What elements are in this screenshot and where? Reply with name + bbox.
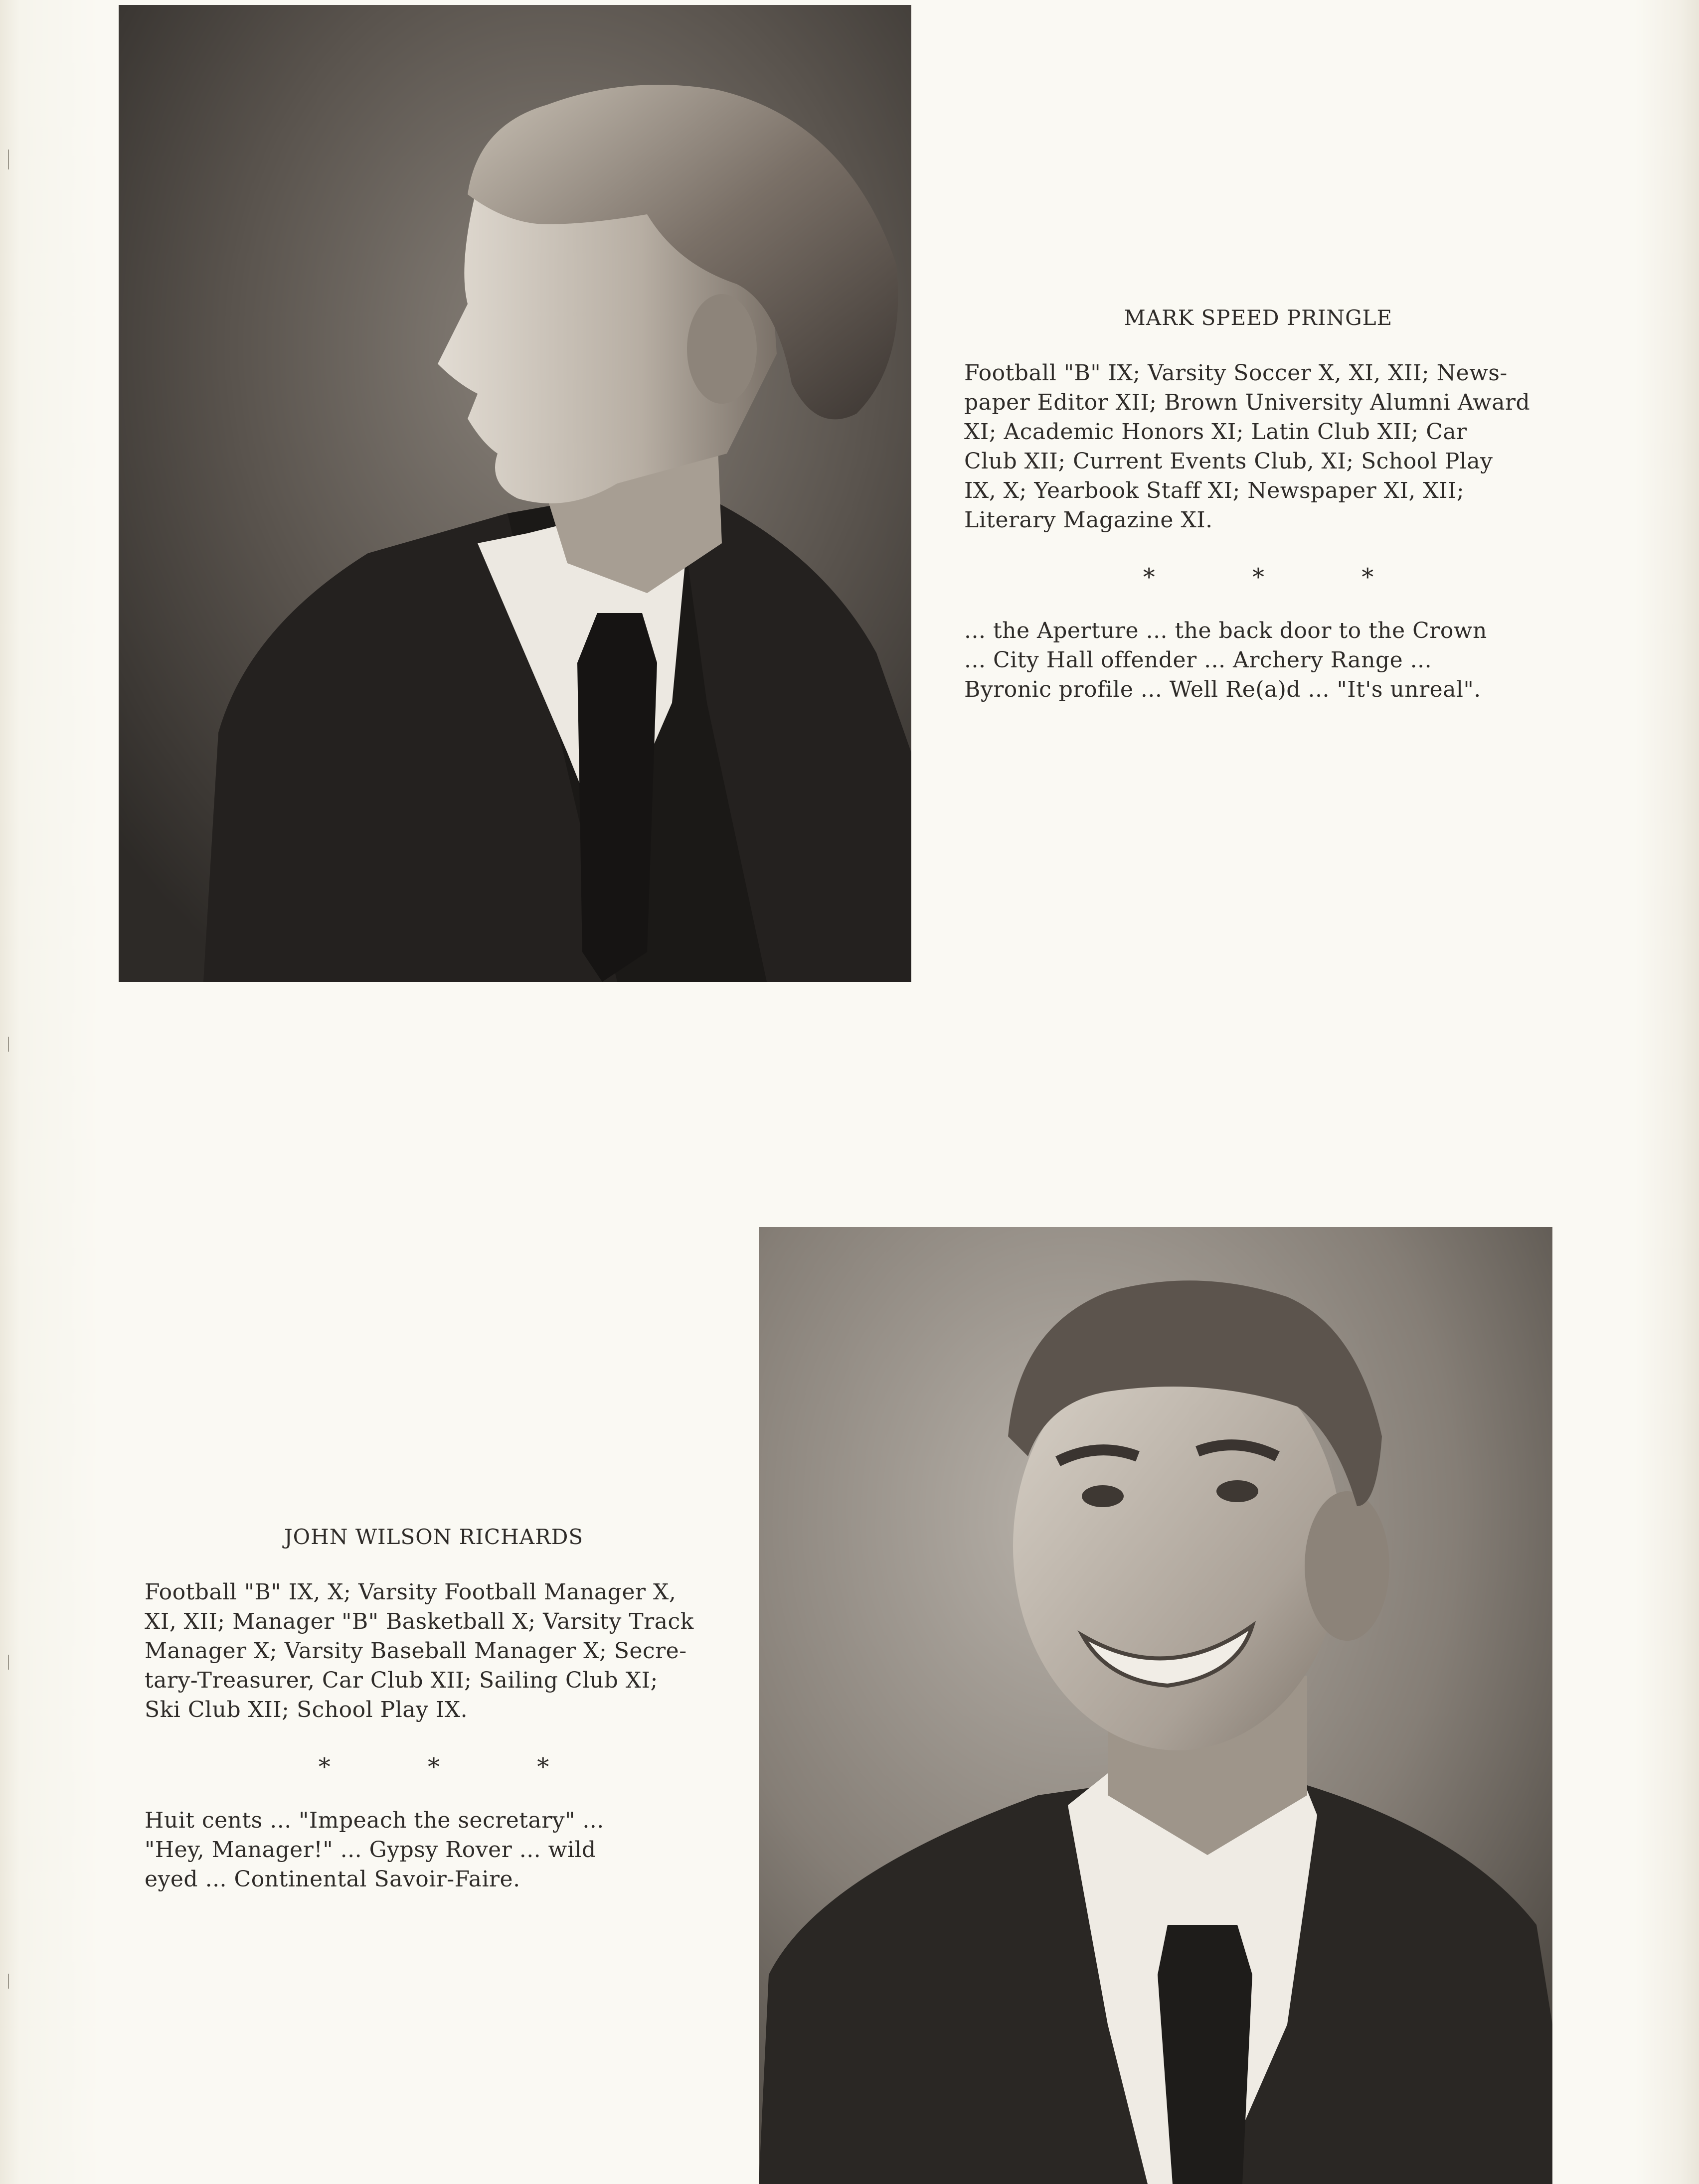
- binding-edge: [7, 0, 10, 2184]
- student-name: JOHN WILSON RICHARDS: [284, 1525, 584, 1549]
- personal-quotes: ... the Aperture ... the back door to the Crown ... City Hall offender ... Archery Range ... Byronic profile ... Well Re(a)d ... "It's unreal".: [964, 618, 1487, 702]
- activities-list: Football "B" IX; Varsity Soccer X, XI, XII; News- paper Editor XII; Brown University Alumni Award XI; Academic Honors XI; Latin Club XII; Car Club XII; Current Events Club, XI; School Play IX, X; Yearbook Staff XI; Newspaper XI, XII; Literary Magazine XI.: [964, 360, 1530, 533]
- entry-richards: [145, 1522, 723, 1894]
- activities-list: Football "B" IX, X; Varsity Football Manager X, XI, XII; Manager "B" Basketball X; Varsity Track Manager X; Varsity Baseball Manager X; Secre- tary-Treasurer, Car Club XII; Sailing Club XI; Ski Club XII; School Play IX.: [145, 1579, 694, 1722]
- student-name: MARK SPEED PRINGLE: [1124, 306, 1393, 330]
- separator-asterisks: * * *: [1143, 563, 1419, 591]
- separator-asterisks: * * *: [318, 1753, 594, 1781]
- entry-pringle: [964, 303, 1552, 704]
- portrait-photo-richards: [759, 1227, 1552, 2184]
- portrait-photo-pringle: [119, 5, 911, 982]
- personal-quotes: Huit cents ... "Impeach the secretary" ... "Hey, Manager!" ... Gypsy Rover ... wild eyed ... Continental Savoir-Faire.: [145, 1808, 604, 1892]
